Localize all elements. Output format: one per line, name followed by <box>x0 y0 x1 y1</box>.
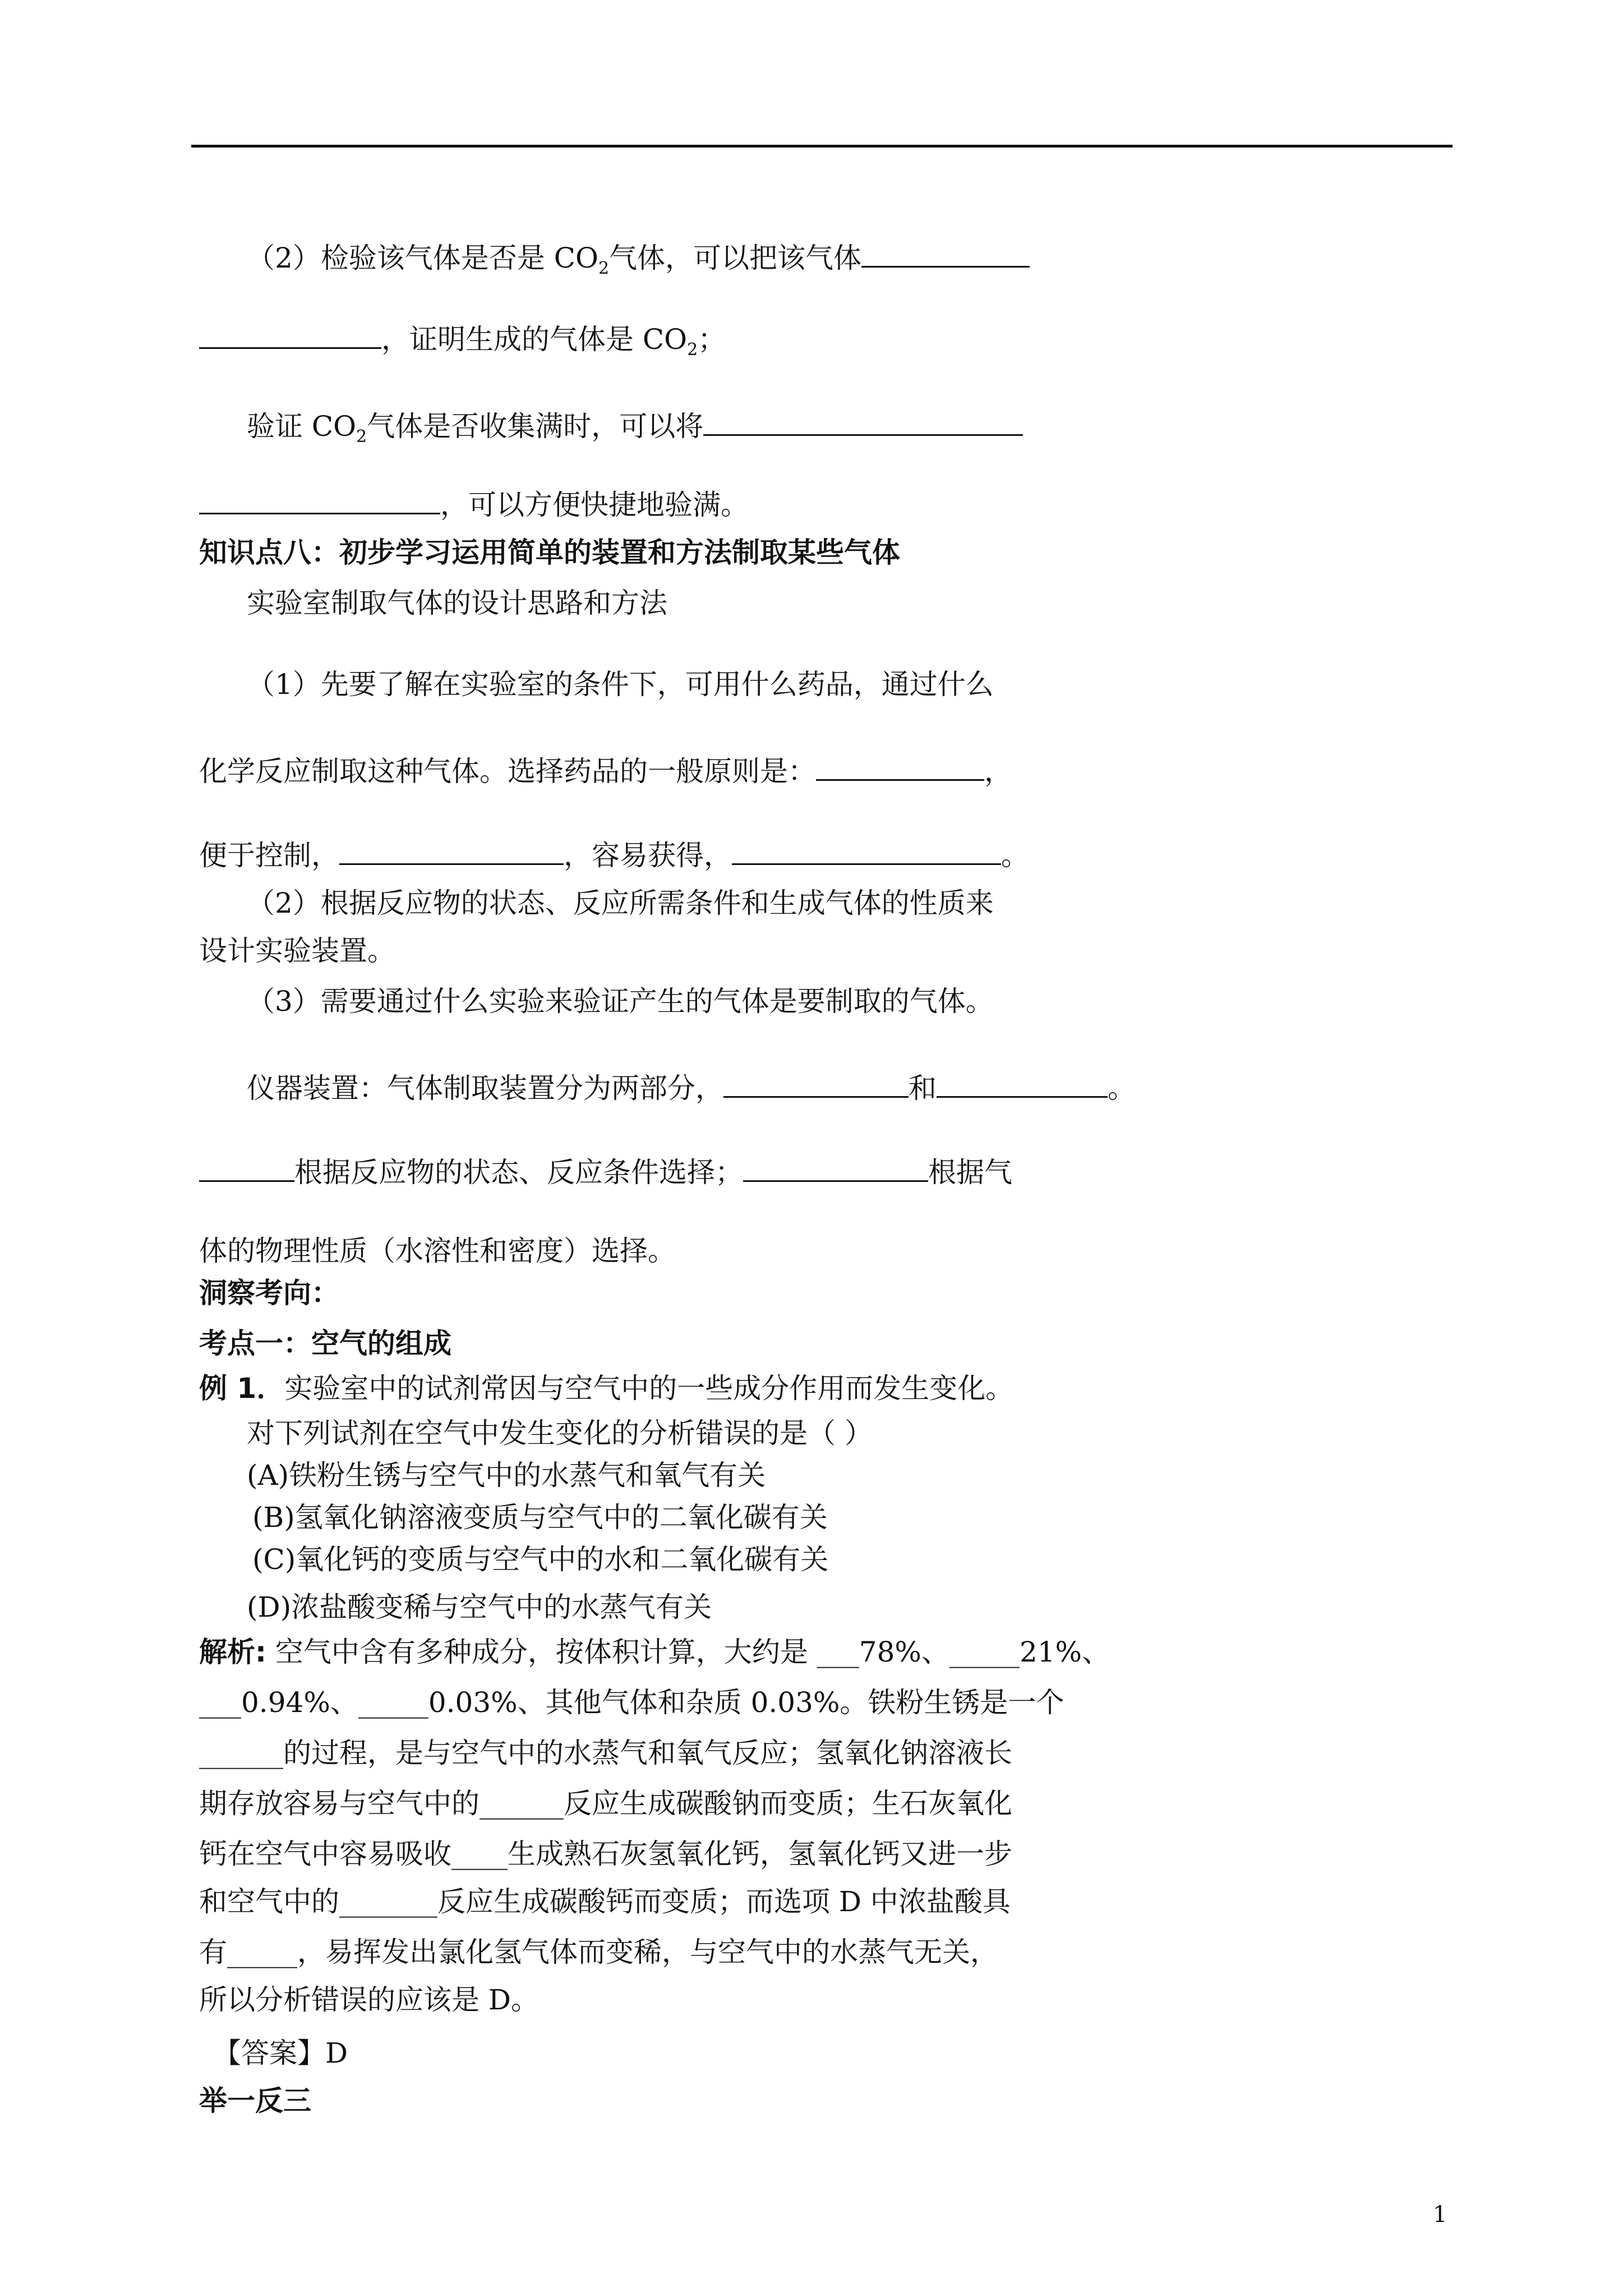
text-line: 对下列试剂在空气中发生变化的分析错误的是（ ） <box>247 1417 873 1450</box>
option-d: (D)浓盐酸变稀与空气中的水蒸气有关 <box>247 1591 712 1623</box>
analysis-line: 所以分析错误的应该是 D。 <box>199 1984 539 2016</box>
text-line: （2）检验该气体是否是 $CO_2$气体，可以把该气体 <box>247 241 1030 277</box>
example-line: 例 1．实验室中的试剂常因与空气中的一些成分作用而发生变化。 <box>199 1372 1014 1405</box>
text-line: 仪器装置：气体制取装置分为两部分， 和 。 <box>247 1072 1136 1105</box>
option-a: (A)铁粉生锈与空气中的水蒸气和氧气有关 <box>247 1459 766 1492</box>
fill-blank[interactable] <box>723 1071 909 1098</box>
option-b: (B)氢氧化钠溶液变质与空气中的二氧化碳有关 <box>252 1501 828 1534</box>
text-line: 化学反应制取这种气体。选择药品的一般原则是： ， <box>199 755 1012 788</box>
fill-blank[interactable] <box>861 241 1030 268</box>
text-line: 便于控制， ，容易获得， 。 <box>199 839 1029 872</box>
analysis-line: ___0.94%、_____0.03%、其他气体和杂质 0.03%。铁粉生锈是一个 <box>199 1686 1064 1719</box>
analysis-line: 有_____，易挥发出氯化氢气体而变稀，与空气中的水蒸气无关， <box>199 1936 998 1968</box>
analysis-line: 和空气中的_______反应生成碳酸钙而变质；而选项 D 中浓盐酸具 <box>199 1885 1011 1918</box>
text-line: ，可以方便快捷地验满。 <box>199 488 749 519</box>
text-line: 实验室制取气体的设计思路和方法 <box>247 587 667 619</box>
fill-blank[interactable] <box>199 323 381 349</box>
section-heading: 考点一：空气的组成 <box>199 1327 451 1360</box>
section-heading: 知识点八：初步学习运用简单的装置和方法制取某些气体 <box>199 536 900 569</box>
fill-blank[interactable] <box>703 409 1023 436</box>
fill-blank[interactable] <box>339 839 564 865</box>
page-number: 1 <box>1433 2202 1447 2228</box>
text-line: （2）根据反应物的状态、反应所需条件和生成气体的性质来 <box>247 887 994 919</box>
header-rule <box>191 145 1453 148</box>
analysis-line: 解析: 空气中含有多种成分，按体积计算，大约是 ___78%、_____21%、 <box>199 1636 1110 1668</box>
text-line: ，证明生成的气体是 $CO_2$； <box>199 323 726 358</box>
text-line: 体的物理性质（水溶性和密度）选择。 <box>199 1235 676 1267</box>
answer-line: 【答案】D <box>213 2037 348 2069</box>
analysis-line: ______的过程，是与空气中的水蒸气和氧气反应；氢氧化钠溶液长 <box>199 1737 1012 1769</box>
analysis-line: 钙在空气中容易吸收____生成熟石灰氢氧化钙，氢氧化钙又进一步 <box>199 1838 1012 1870</box>
fill-blank[interactable] <box>743 1156 928 1182</box>
fill-blank[interactable] <box>816 754 984 781</box>
text-line: 验证 $CO_2$气体是否收集满时，可以将 <box>247 409 1023 445</box>
text-line: （1）先要了解在实验室的条件下，可用什么药品，通过什么 <box>247 668 994 701</box>
section-heading: 举一反三 <box>199 2085 311 2117</box>
option-c: (C)氧化钙的变质与空气中的水和二氧化碳有关 <box>252 1543 829 1576</box>
analysis-line: 期存放容易与空气中的______反应生成碳酸钠而变质；生石灰氧化 <box>199 1787 1012 1820</box>
text-line: 设计实验装置。 <box>199 935 395 967</box>
text-line: （3）需要通过什么实验来验证产生的气体是要制取的气体。 <box>247 985 994 1018</box>
fill-blank[interactable] <box>199 1156 294 1182</box>
fill-blank[interactable] <box>937 1071 1108 1098</box>
section-heading: 洞察考向： <box>199 1277 339 1309</box>
fill-blank[interactable] <box>732 839 1001 865</box>
fill-blank[interactable] <box>199 488 440 514</box>
text-line: 根据反应物的状态、反应条件选择； 根据气 <box>199 1156 1012 1186</box>
